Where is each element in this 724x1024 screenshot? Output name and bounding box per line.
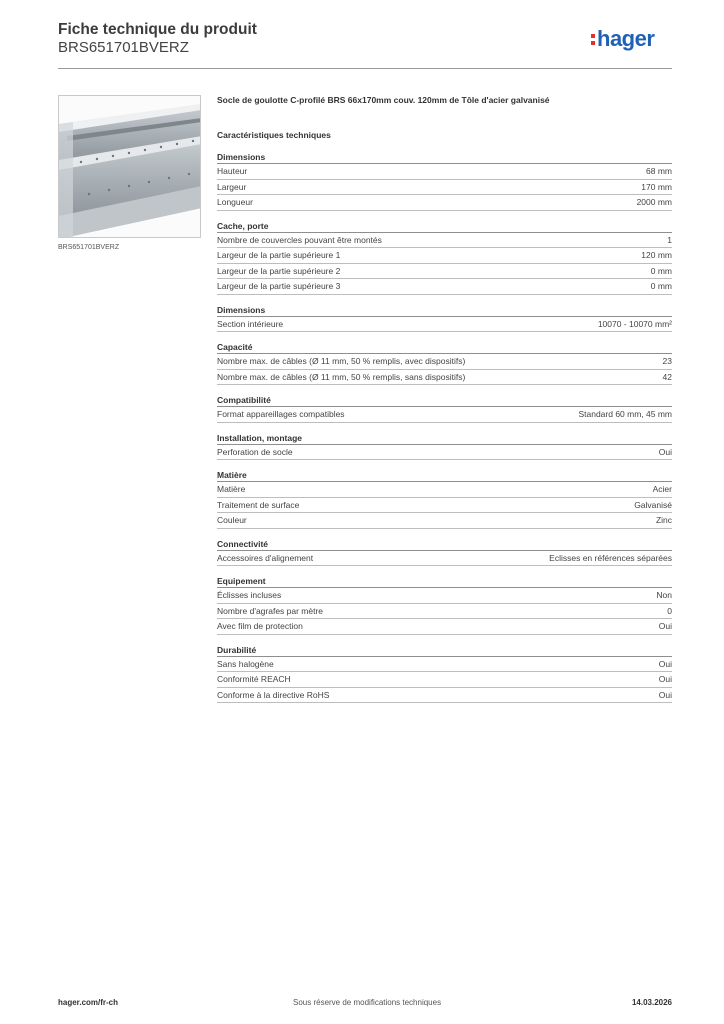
spec-section xyxy=(217,220,672,295)
spec-row xyxy=(217,604,672,620)
section-title: Connectivité xyxy=(217,538,672,551)
section-title: Durabilité xyxy=(217,644,672,657)
spec-label: Nombre max. de câbles (Ø 11 mm, 50 % remplis, avec dispositifs) xyxy=(217,356,466,366)
spec-value: 42 xyxy=(662,371,672,382)
spec-section xyxy=(217,394,672,423)
spec-section xyxy=(217,341,672,385)
spec-label: Éclisses incluses xyxy=(217,590,282,600)
section-title: Matière xyxy=(217,469,672,482)
spec-value: Galvanisé xyxy=(634,499,672,510)
spec-sections xyxy=(217,151,672,703)
spec-label: Couleur xyxy=(217,515,247,525)
spec-value: Oui xyxy=(658,674,672,684)
product-image xyxy=(58,95,201,238)
spec-row xyxy=(217,513,672,529)
spec-label: Section intérieure xyxy=(217,318,284,329)
spec-row xyxy=(217,619,672,635)
section-title: Dimensions xyxy=(217,304,672,317)
spec-section xyxy=(217,432,672,461)
spec-value: 0 mm xyxy=(650,265,672,276)
spec-value: Oui xyxy=(658,446,672,457)
product-reference: BRS651701BVERZ xyxy=(58,39,189,56)
spec-section xyxy=(217,304,672,333)
spec-label: Conformité REACH xyxy=(217,674,291,684)
spec-label: Nombre de couvercles pouvant être montés xyxy=(217,234,382,245)
spec-row xyxy=(217,264,672,280)
spec-row xyxy=(217,370,672,386)
spec-section xyxy=(217,538,672,567)
spec-value: Non xyxy=(656,590,672,600)
spec-label: Hauteur xyxy=(217,166,248,176)
section-title: Dimensions xyxy=(217,151,672,164)
spec-value: Acier xyxy=(652,484,672,494)
spec-value: Oui xyxy=(658,689,672,700)
product-description: Socle de goulotte C-profilé BRS 66x170mm couv. 120mm de Tôle d'acier galvanisé xyxy=(217,95,550,105)
spec-label: Avec film de protection xyxy=(217,621,303,631)
spec-label: Matière xyxy=(217,484,246,494)
spec-value: 2000 mm xyxy=(636,197,672,207)
logo-text: hager xyxy=(597,26,655,51)
spec-section xyxy=(217,469,672,529)
spec-label: Largeur xyxy=(217,181,247,192)
spec-section xyxy=(217,644,672,704)
spec-label: Accessoires d'alignement xyxy=(217,552,314,563)
spec-label: Largeur de la partie supérieure 2 xyxy=(217,265,341,276)
spec-label: Conforme à la directive RoHS xyxy=(217,689,330,700)
spec-row xyxy=(217,180,672,196)
spec-value: 23 xyxy=(662,356,672,366)
spec-row xyxy=(217,233,672,249)
spec-row xyxy=(217,672,672,688)
footer-website-link[interactable]: hager.com/fr-ch xyxy=(58,998,119,1007)
logo-dots-icon xyxy=(591,28,596,45)
spec-label: Nombre d'agrafes par mètre xyxy=(217,605,324,616)
page-title: Fiche technique du produit xyxy=(58,21,257,38)
spec-value: 0 xyxy=(667,605,672,616)
spec-row xyxy=(217,354,672,370)
section-title: Equipement xyxy=(217,575,672,588)
spec-row xyxy=(217,482,672,498)
cable-duct-illustration xyxy=(59,96,201,238)
spec-value: 68 mm xyxy=(646,166,672,176)
spec-section xyxy=(217,151,672,211)
spec-label: Longueur xyxy=(217,197,253,207)
section-title: Capacité xyxy=(217,341,672,354)
spec-row xyxy=(217,195,672,211)
spec-label: Largeur de la partie supérieure 3 xyxy=(217,281,341,291)
spec-value: Oui xyxy=(658,658,672,669)
spec-row xyxy=(217,164,672,180)
hager-logo[interactable] xyxy=(591,28,654,50)
spec-row xyxy=(217,657,672,673)
technical-characteristics-heading: Caractéristiques techniques xyxy=(217,130,331,140)
spec-row xyxy=(217,248,672,264)
spec-row xyxy=(217,688,672,704)
spec-label: Nombre max. de câbles (Ø 11 mm, 50 % remplis, sans dispositifs) xyxy=(217,371,466,382)
image-caption: BRS651701BVERZ xyxy=(58,244,120,251)
footer-date: 14.03.2026 xyxy=(631,998,672,1007)
spec-value: Oui xyxy=(658,621,672,631)
footer-notice: Sous réserve de modifications techniques xyxy=(293,998,442,1007)
spec-value: Eclisses en références séparées xyxy=(549,552,672,563)
spec-row xyxy=(217,407,672,423)
spec-label: Sans halogène xyxy=(217,658,274,669)
spec-value: 10070 - 10070 mm² xyxy=(597,318,672,329)
section-title: Compatibilité xyxy=(217,394,672,407)
spec-label: Largeur de la partie supérieure 1 xyxy=(217,250,341,260)
spec-section xyxy=(217,575,672,635)
spec-label: Traitement de surface xyxy=(217,499,300,510)
section-title: Installation, montage xyxy=(217,432,672,445)
spec-value: 1 xyxy=(667,234,672,245)
spec-value: Zinc xyxy=(655,515,672,525)
spec-row xyxy=(217,551,672,567)
spec-row xyxy=(217,498,672,514)
spec-value: 170 mm xyxy=(641,181,672,192)
section-title: Cache, porte xyxy=(217,220,672,233)
header-divider xyxy=(58,68,672,69)
spec-row xyxy=(217,317,672,333)
spec-value: 120 mm xyxy=(641,250,672,260)
spec-value: Standard 60 mm, 45 mm xyxy=(578,409,672,419)
spec-label: Format appareillages compatibles xyxy=(217,409,345,419)
product-details xyxy=(217,95,672,712)
spec-row xyxy=(217,588,672,604)
spec-row xyxy=(217,279,672,295)
spec-row xyxy=(217,445,672,461)
spec-label: Perforation de socle xyxy=(217,446,293,457)
spec-value: 0 mm xyxy=(650,281,672,291)
